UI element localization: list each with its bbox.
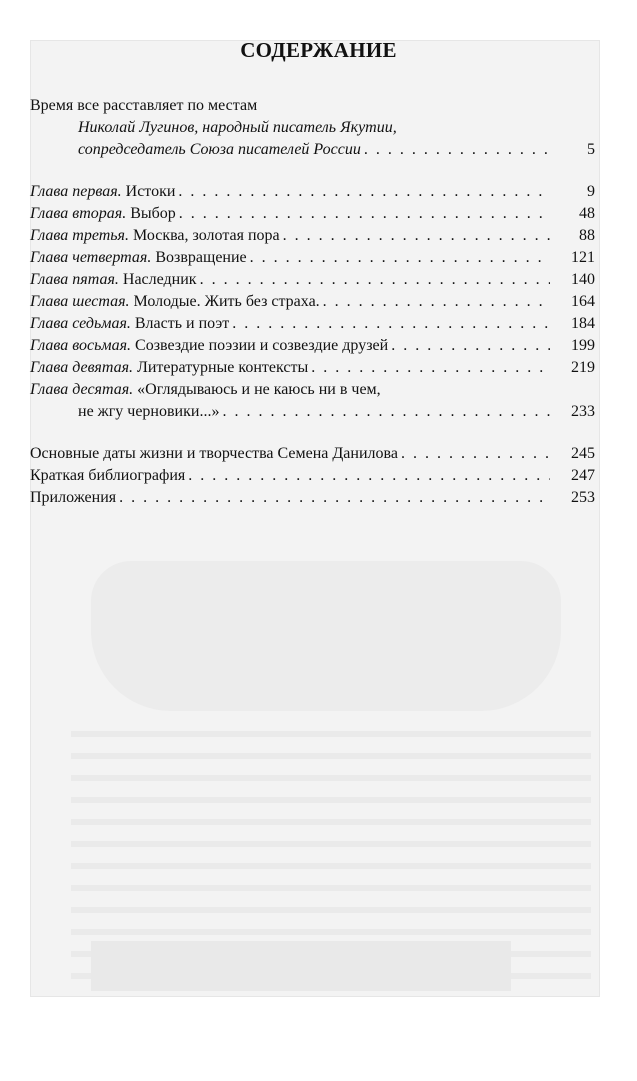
- page-title: СОДЕРЖАНИЕ: [240, 38, 397, 62]
- chapter-title: Выбор: [130, 205, 176, 222]
- toc-entry-chapter-3[interactable]: [30, 225, 595, 247]
- page-number: 164: [571, 293, 595, 310]
- chapter-title: Власть и поэт: [134, 315, 230, 332]
- toc-entry-chapter-10[interactable]: [30, 379, 595, 401]
- chapter-label: Глава девятая.: [30, 359, 134, 376]
- intro-author-role: сопредседатель Союза писателей России: [78, 141, 361, 158]
- page-number: 140: [571, 271, 595, 288]
- dot-leader: [200, 269, 550, 291]
- chapter-label: Глава пятая.: [30, 271, 119, 288]
- dot-leader: [119, 487, 550, 509]
- dot-leader: [311, 357, 550, 379]
- dot-leader: [283, 225, 550, 247]
- show-through-footer: [91, 941, 511, 991]
- dot-leader: [323, 291, 550, 313]
- chapter-title: «Оглядываюсь и не каюсь ни в чем,: [137, 381, 381, 398]
- toc-entry-chapter-1[interactable]: [30, 181, 595, 203]
- toc-entry-chapter-9[interactable]: [30, 357, 595, 379]
- toc-entry-dates[interactable]: [30, 443, 595, 465]
- toc-entry-appendices[interactable]: [30, 487, 595, 509]
- chapter-title-continued: не жгу черновики...»: [78, 403, 220, 420]
- intro-author: Николай Лугинов, народный писатель Якутии,: [78, 119, 397, 136]
- chapter-title: Истоки: [125, 183, 176, 200]
- chapter-label: Глава десятая.: [30, 381, 134, 398]
- toc-entry-chapter-5[interactable]: [30, 269, 595, 291]
- toc-entry-chapter-7[interactable]: [30, 313, 595, 335]
- page-number: 247: [571, 467, 595, 484]
- dot-leader: [401, 443, 550, 465]
- dot-leader: [179, 203, 550, 225]
- chapter-label: Глава четвертая.: [30, 249, 152, 266]
- dot-leader: [391, 335, 550, 357]
- chapter-title: Молодые. Жить без страха.: [133, 293, 320, 310]
- appendix-title: Основные даты жизни и творчества Семена Данилова: [30, 445, 398, 462]
- page-number: 233: [571, 403, 595, 420]
- chapter-title: Литературные контексты: [137, 359, 309, 376]
- toc-entry-bibliography[interactable]: [30, 465, 595, 487]
- page-number: 88: [579, 227, 595, 244]
- toc-entry-chapter-2[interactable]: [30, 203, 595, 225]
- toc-entry-intro[interactable]: [30, 139, 595, 161]
- show-through-illustration: [91, 561, 561, 711]
- chapter-label: Глава седьмая.: [30, 315, 131, 332]
- toc-entry-chapter-6[interactable]: [30, 291, 595, 313]
- page-number: 48: [579, 205, 595, 222]
- page-number: 184: [571, 315, 595, 332]
- table-of-contents: [30, 95, 595, 509]
- intro-title: Время все расставляет по местам: [30, 97, 258, 114]
- appendix-title: Приложения: [30, 489, 117, 506]
- appendix-title: Краткая библиография: [30, 467, 186, 484]
- dot-leader: [188, 465, 550, 487]
- chapter-label: Глава восьмая.: [30, 337, 132, 354]
- dot-leader: [178, 181, 550, 203]
- page-number: 5: [587, 141, 595, 158]
- toc-entry-chapter-10-cont[interactable]: [30, 401, 595, 423]
- page-number: 199: [571, 337, 595, 354]
- toc-entry-chapter-8[interactable]: [30, 335, 595, 357]
- chapter-label: Глава третья.: [30, 227, 129, 244]
- chapter-title: Наследник: [122, 271, 197, 288]
- chapter-label: Глава первая.: [30, 183, 122, 200]
- page-number: 245: [571, 445, 595, 462]
- page-number: 9: [587, 183, 595, 200]
- dot-leader: [250, 247, 550, 269]
- page-number: 253: [571, 489, 595, 506]
- chapter-title: Москва, золотая пора: [132, 227, 280, 244]
- chapter-title: Созвездие поэзии и созвездие друзей: [135, 337, 389, 354]
- chapter-label: Глава вторая.: [30, 205, 127, 222]
- page-number: 121: [571, 249, 595, 266]
- chapter-label: Глава шестая.: [30, 293, 130, 310]
- toc-entry-chapter-4[interactable]: [30, 247, 595, 269]
- dot-leader: [232, 313, 550, 335]
- dot-leader: [222, 401, 550, 423]
- page-number: 219: [571, 359, 595, 376]
- chapter-title: Возвращение: [155, 249, 247, 266]
- dot-leader: [364, 139, 550, 161]
